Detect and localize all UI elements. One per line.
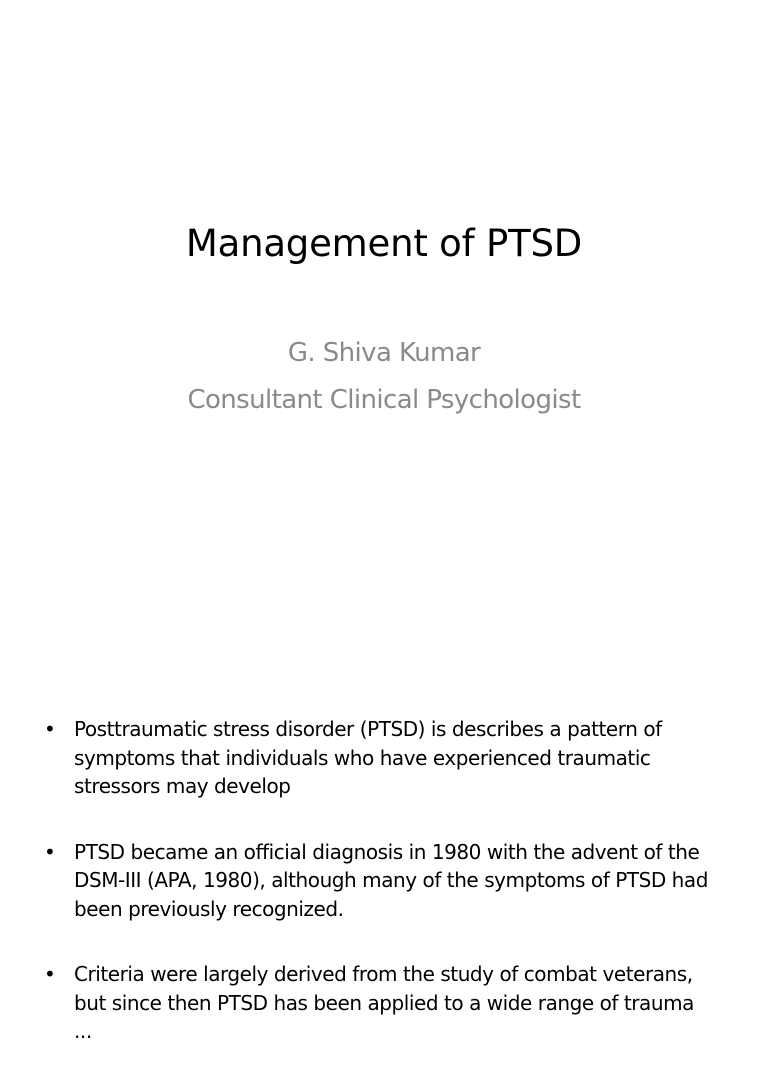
presenter-role: Consultant Clinical Psychologist <box>187 385 581 415</box>
bullet-text-line: but since then PTSD has been applied to a wide range of trauma <box>74 990 694 1015</box>
bullet-text-line: been previously recognized. <box>74 896 344 921</box>
bullet-item <box>0 715 768 801</box>
presenter-name: G. Shiva Kumar <box>287 338 481 368</box>
bullet-item <box>0 960 768 1046</box>
bullet-text-line: PTSD became an official diagnosis in 1980 with the advent of the <box>74 839 700 864</box>
bullet-text-line: stressors may develop <box>74 774 291 798</box>
bullet-text-line: symptoms that individuals who have experienced traumatic <box>74 745 651 770</box>
bullet-text-line: DSM-III (APA, 1980), although many of the symptoms of PTSD had <box>74 868 708 892</box>
bullet-text-line: Criteria were largely derived from the study of combat veterans, <box>74 962 693 986</box>
slide-title: Management of PTSD <box>185 222 583 265</box>
bullet-list <box>0 715 768 1083</box>
bullet-text-line: ... <box>74 1019 92 1043</box>
bullet-item <box>0 838 768 924</box>
bullet-dot-icon: • <box>44 839 56 864</box>
content-slide <box>0 576 768 1043</box>
bullet-text-line: Posttraumatic stress disorder (PTSD) is describes a pattern of <box>74 717 662 741</box>
bullet-dot-icon: • <box>44 717 56 741</box>
bullet-dot-icon: • <box>44 962 56 986</box>
